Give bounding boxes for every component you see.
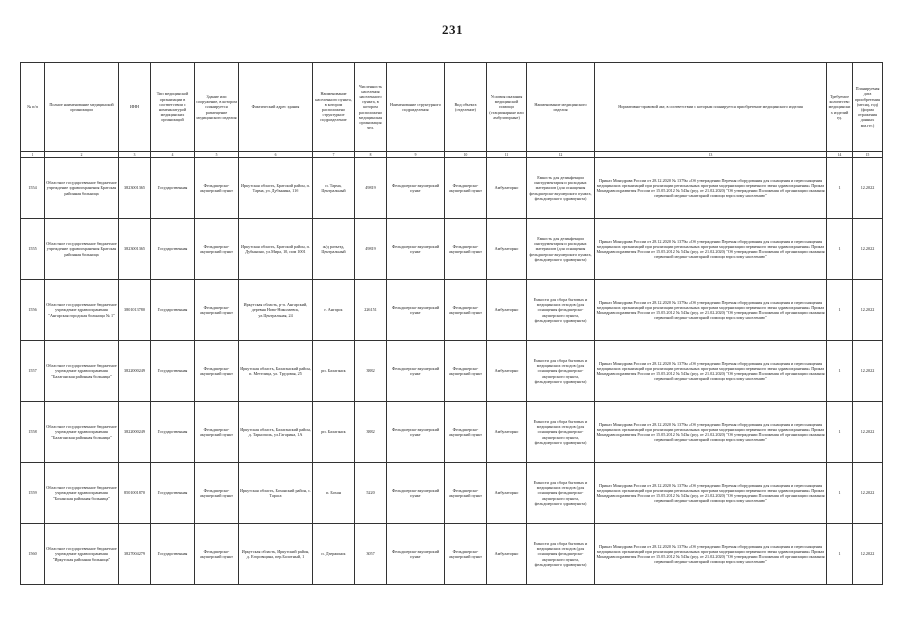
inn-cell: 3823001365 bbox=[119, 158, 151, 219]
column-header: Требуемое количество медицинских изделий ед. bbox=[827, 63, 853, 152]
purchase-date-cell: 12.2022 bbox=[853, 219, 883, 280]
inn-cell: 3822000249 bbox=[119, 341, 151, 402]
organization-name-cell: Областное государственное бюджетное учреждение здравоохранения Братская районная больница bbox=[45, 219, 119, 280]
quantity-cell: 1 bbox=[827, 158, 853, 219]
column-number: 6 bbox=[239, 152, 313, 158]
table-row bbox=[21, 524, 883, 585]
row-number-cell: 1555 bbox=[21, 219, 45, 280]
medical-device-cell: Емкости для сбора бытовых и медицинских отходов (для оснащения фельдшерско-акушерского пункта, фельдшерского здравпункта) bbox=[527, 463, 595, 524]
inn-cell: 3827004279 bbox=[119, 524, 151, 585]
inn-cell: 3822000249 bbox=[119, 402, 151, 463]
settlement-cell: п. Дзержинск bbox=[313, 524, 355, 585]
settlement-cell: п. Бохан bbox=[313, 463, 355, 524]
quantity-cell: 1 bbox=[827, 280, 853, 341]
table-header-row bbox=[21, 63, 883, 152]
organization-name-cell: Областное государственное бюджетное учреждение здравоохранения "Иркутская районная больница" bbox=[45, 524, 119, 585]
object-type-cell: Фельдшерско-акушерский пункт bbox=[445, 463, 487, 524]
column-header: Тип медицинской организации в соответствии с номенклатурой медицинских организаций bbox=[151, 63, 195, 152]
purchase-date-cell: 12.2022 bbox=[853, 158, 883, 219]
table-body bbox=[21, 158, 883, 585]
organization-type-cell: Государственная bbox=[151, 158, 195, 219]
care-conditions-cell: Амбулаторно bbox=[487, 158, 527, 219]
equipment-registry-table bbox=[20, 62, 883, 585]
building-cell: Фельдшерско-акушерский пункт bbox=[195, 219, 239, 280]
address-cell: Иркутская область, Боханский район, с. Тараса bbox=[239, 463, 313, 524]
medical-device-cell: Емкости для сбора бытовых и медицинских отходов (для оснащения фельдшерско-акушерского пункта, фельдшерского здравпункта) bbox=[527, 280, 595, 341]
address-cell: Иркутская область, Братский район, п. Дубынино, ул.Мира, 10, пом 1001 bbox=[239, 219, 313, 280]
structural-unit-cell: Фельдшерско-акушерский пункт bbox=[387, 341, 445, 402]
table-row bbox=[21, 463, 883, 524]
address-cell: Иркутская область, Братский район, п. Тарма, ул. Дубынина, 11б bbox=[239, 158, 313, 219]
medical-device-cell: Емкости для сбора бытовых и медицинских отходов (для оснащения фельдшерско-акушерского пункта, фельдшерского здравпункта) bbox=[527, 524, 595, 585]
settlement-cell: п. Тарма, Центральный bbox=[313, 158, 355, 219]
purchase-date-cell: 12.2022 bbox=[853, 280, 883, 341]
building-cell: Фельдшерско-акушерский пункт bbox=[195, 402, 239, 463]
population-cell: 49819 bbox=[355, 219, 387, 280]
care-conditions-cell: Амбулаторно bbox=[487, 402, 527, 463]
organization-type-cell: Государственная bbox=[151, 219, 195, 280]
structural-unit-cell: Фельдшерско-акушерский пункт bbox=[387, 158, 445, 219]
structural-unit-cell: Фельдшерско-акушерский пункт bbox=[387, 463, 445, 524]
address-cell: Иркутская область, Иркутский район, д. Егоровщина, пер.Болотный, 1 bbox=[239, 524, 313, 585]
column-header: Условия оказания медицинской помощи (стационарные или амбулаторные) bbox=[487, 63, 527, 152]
purchase-date-cell: 12.2022 bbox=[853, 402, 883, 463]
purchase-date-cell: 12.2022 bbox=[853, 341, 883, 402]
object-type-cell: Фельдшерско-акушерский пункт bbox=[445, 341, 487, 402]
population-cell: 3057 bbox=[355, 524, 387, 585]
column-number: 4 bbox=[151, 152, 195, 158]
population-cell: 49819 bbox=[355, 158, 387, 219]
quantity-cell: 1 bbox=[827, 341, 853, 402]
care-conditions-cell: Амбулаторно bbox=[487, 341, 527, 402]
care-conditions-cell: Амбулаторно bbox=[487, 524, 527, 585]
column-header: Вид объекта (отделение) bbox=[445, 63, 487, 152]
legal-act-cell: Приказ Минздрава России от 28.12.2020 № 1379н «Об утверждении Перечня оборудования для оснащения и переоснащения медицинских организаций при реализации региональных программ модернизации первичного звена здравоохранения» Приказ Минздравсоцразвития России от 15.05.2012 № 543н (ред. от 21.02.2020) "Об утверждении Положения об организации оказания первичной медико-санитарной помощи взрослому населению" bbox=[595, 280, 827, 341]
legal-act-cell: Приказ Минздрава России от 28.12.2020 № 1379н «Об утверждении Перечня оборудования для оснащения и переоснащения медицинских организаций при реализации региональных программ модернизации первичного звена здравоохранения» Приказ Минздравсоцразвития России от 15.05.2012 № 543н (ред. от 21.02.2020) "Об утверждении Положения об организации оказания первичной медико-санитарной помощи взрослому населению" bbox=[595, 402, 827, 463]
inn-cell: 3801013780 bbox=[119, 280, 151, 341]
legal-act-cell: Приказ Минздрава России от 28.12.2020 № 1379н «Об утверждении Перечня оборудования для оснащения и переоснащения медицинских организаций при реализации региональных программ модернизации первичного звена здравоохранения» Приказ Минздравсоцразвития России от 15.05.2012 № 543н (ред. от 21.02.2020) "Об утверждении Положения об организации оказания первичной медико-санитарной помощи взрослому населению" bbox=[595, 219, 827, 280]
table-row bbox=[21, 158, 883, 219]
column-number: 2 bbox=[45, 152, 119, 158]
care-conditions-cell: Амбулаторно bbox=[487, 463, 527, 524]
quantity-cell: 1 bbox=[827, 402, 853, 463]
row-number-cell: 1556 bbox=[21, 280, 45, 341]
quantity-cell: 1 bbox=[827, 524, 853, 585]
object-type-cell: Фельдшерско-акушерский пункт bbox=[445, 524, 487, 585]
table-row bbox=[21, 280, 883, 341]
column-number: 15 bbox=[853, 152, 883, 158]
care-conditions-cell: Амбулаторно bbox=[487, 280, 527, 341]
legal-act-cell: Приказ Минздрава России от 28.12.2020 № 1379н «Об утверждении Перечня оборудования для оснащения и переоснащения медицинских организаций при реализации региональных программ модернизации первичного звена здравоохранения» Приказ Минздравсоцразвития России от 15.05.2012 № 543н (ред. от 21.02.2020) "Об утверждении Положения об организации оказания первичной медико-санитарной помощи взрослому населению" bbox=[595, 341, 827, 402]
quantity-cell: 1 bbox=[827, 219, 853, 280]
building-cell: Фельдшерско-акушерский пункт bbox=[195, 463, 239, 524]
organization-type-cell: Государственная bbox=[151, 524, 195, 585]
population-cell: 3882 bbox=[355, 402, 387, 463]
building-cell: Фельдшерско-акушерский пункт bbox=[195, 158, 239, 219]
column-header: ИНН bbox=[119, 63, 151, 152]
object-type-cell: Фельдшерско-акушерский пункт bbox=[445, 158, 487, 219]
population-cell: 226151 bbox=[355, 280, 387, 341]
column-header: Полное наименование медицинской организации bbox=[45, 63, 119, 152]
organization-name-cell: Областное государственное бюджетное учреждение здравоохранения "Балаганская районная больница" bbox=[45, 341, 119, 402]
legal-act-cell: Приказ Минздрава России от 28.12.2020 № 1379н «Об утверждении Перечня оборудования для оснащения и переоснащения медицинских организаций при реализации региональных программ модернизации первичного звена здравоохранения» Приказ Минздравсоцразвития России от 15.05.2012 № 543н (ред. от 21.02.2020) "Об утверждении Положения об организации оказания первичной медико-санитарной помощи взрослому населению" bbox=[595, 158, 827, 219]
column-header: № п/п bbox=[21, 63, 45, 152]
column-number: 5 bbox=[195, 152, 239, 158]
column-number: 13 bbox=[595, 152, 827, 158]
column-number: 9 bbox=[387, 152, 445, 158]
row-number-cell: 1554 bbox=[21, 158, 45, 219]
structural-unit-cell: Фельдшерско-акушерский пункт bbox=[387, 524, 445, 585]
settlement-cell: рп. Балаганск bbox=[313, 402, 355, 463]
column-header: Наименование медицинского изделия bbox=[527, 63, 595, 152]
object-type-cell: Фельдшерско-акушерский пункт bbox=[445, 402, 487, 463]
settlement-cell: ж/д разъезд, Центральный bbox=[313, 219, 355, 280]
column-number: 8 bbox=[355, 152, 387, 158]
table-row bbox=[21, 402, 883, 463]
medical-device-cell: Емкости для сбора бытовых и медицинских отходов (для оснащения фельдшерско-акушерского пункта, фельдшерского здравпункта) bbox=[527, 402, 595, 463]
structural-unit-cell: Фельдшерско-акушерский пункт bbox=[387, 280, 445, 341]
organization-name-cell: Областное государственное бюджетное учреждение здравоохранения Братская районная больница bbox=[45, 158, 119, 219]
structural-unit-cell: Фельдшерско-акушерский пункт bbox=[387, 402, 445, 463]
column-number: 14 bbox=[827, 152, 853, 158]
column-header: Планируемая дата приобретения (месяц, год) (форма отражения данных мм.ггг.) bbox=[853, 63, 883, 152]
population-cell: 5220 bbox=[355, 463, 387, 524]
organization-type-cell: Государственная bbox=[151, 463, 195, 524]
column-number: 12 bbox=[527, 152, 595, 158]
column-number: 7 bbox=[313, 152, 355, 158]
inn-cell: 8501001870 bbox=[119, 463, 151, 524]
address-cell: Иркутская область, Балаганский район, п. Метелица, ул. Трудовая, 25 bbox=[239, 341, 313, 402]
building-cell: Фельдшерско-акушерский пункт bbox=[195, 341, 239, 402]
column-number: 3 bbox=[119, 152, 151, 158]
inn-cell: 3823001365 bbox=[119, 219, 151, 280]
column-number: 11 bbox=[487, 152, 527, 158]
settlement-cell: рп. Балаганск bbox=[313, 341, 355, 402]
column-header: Численность населения населенного пункта, в котором расположено медицинская организация чел. bbox=[355, 63, 387, 152]
organization-type-cell: Государственная bbox=[151, 341, 195, 402]
purchase-date-cell: 12.2022 bbox=[853, 524, 883, 585]
object-type-cell: Фельдшерско-акушерский пункт bbox=[445, 280, 487, 341]
organization-type-cell: Государственная bbox=[151, 280, 195, 341]
medical-device-cell: Емкость для дезинфекции инструментария и расходных материалов (для оснащения фельдшерско-акушерского пункта, фельдшерского здравпункта) bbox=[527, 219, 595, 280]
care-conditions-cell: Амбулаторно bbox=[487, 219, 527, 280]
organization-name-cell: Областное государственное бюджетное учреждение здравоохранения "Балаганская районная больница" bbox=[45, 402, 119, 463]
row-number-cell: 1559 bbox=[21, 463, 45, 524]
column-header: Нормативно-правовой акт, в соответствии с которым планируется приобретение медицинского изделия bbox=[595, 63, 827, 152]
legal-act-cell: Приказ Минздрава России от 28.12.2020 № 1379н «Об утверждении Перечня оборудования для оснащения и переоснащения медицинских организаций при реализации региональных программ модернизации первичного звена здравоохранения» Приказ Минздравсоцразвития России от 15.05.2012 № 543н (ред. от 21.02.2020) "Об утверждении Положения об организации оказания первичной медико-санитарной помощи взрослому населению" bbox=[595, 463, 827, 524]
row-number-cell: 1560 bbox=[21, 524, 45, 585]
column-number: 10 bbox=[445, 152, 487, 158]
column-header: Наименование населенного пункта, в котором расположено структурное подразделение bbox=[313, 63, 355, 152]
address-cell: Иркутская область, р-п. Ангарский, деревня Ново-Николаевск, ул.Центральная, 24 bbox=[239, 280, 313, 341]
column-header: Наименование структурного подразделения bbox=[387, 63, 445, 152]
table-row bbox=[21, 341, 883, 402]
population-cell: 3882 bbox=[355, 341, 387, 402]
row-number-cell: 1557 bbox=[21, 341, 45, 402]
settlement-cell: г. Ангарск bbox=[313, 280, 355, 341]
table-row bbox=[21, 219, 883, 280]
organization-name-cell: Областное государственное бюджетное учреждение здравоохранения "Ангарская городская больница № 1" bbox=[45, 280, 119, 341]
building-cell: Фельдшерско-акушерский пункт bbox=[195, 280, 239, 341]
column-header: Фактический адрес здания bbox=[239, 63, 313, 152]
legal-act-cell: Приказ Минздрава России от 28.12.2020 № 1379н «Об утверждении Перечня оборудования для оснащения и переоснащения медицинских организаций при реализации региональных программ модернизации первичного звена здравоохранения» Приказ Минздравсоцразвития России от 15.05.2012 № 543н (ред. от 21.02.2020) "Об утверждении Положения об организации оказания первичной медико-санитарной помощи взрослому населению" bbox=[595, 524, 827, 585]
medical-device-cell: Емкость для дезинфекции инструментария и расходных материалов (для оснащения фельдшерско-акушерского пункта, фельдшерского здравпункта) bbox=[527, 158, 595, 219]
organization-name-cell: Областное государственное бюджетное учреждение здравоохранения "Боханская районная больница" bbox=[45, 463, 119, 524]
object-type-cell: Фельдшерско-акушерский пункт bbox=[445, 219, 487, 280]
building-cell: Фельдшерско-акушерский пункт bbox=[195, 524, 239, 585]
medical-device-cell: Емкости для сбора бытовых и медицинских отходов (для оснащения фельдшерско-акушерского пункта, фельдшерского здравпункта) bbox=[527, 341, 595, 402]
column-header: Здание или сооружение, в котором планируется размещение медицинского изделия bbox=[195, 63, 239, 152]
row-number-cell: 1558 bbox=[21, 402, 45, 463]
address-cell: Иркутская область, Балаганский район, д. Тарнополь, ул.Гагарина, 1А bbox=[239, 402, 313, 463]
page-number: 231 bbox=[442, 22, 463, 37]
quantity-cell: 1 bbox=[827, 463, 853, 524]
purchase-date-cell: 12.2022 bbox=[853, 463, 883, 524]
column-number: 1 bbox=[21, 152, 45, 158]
organization-type-cell: Государственная bbox=[151, 402, 195, 463]
structural-unit-cell: Фельдшерско-акушерский пункт bbox=[387, 219, 445, 280]
